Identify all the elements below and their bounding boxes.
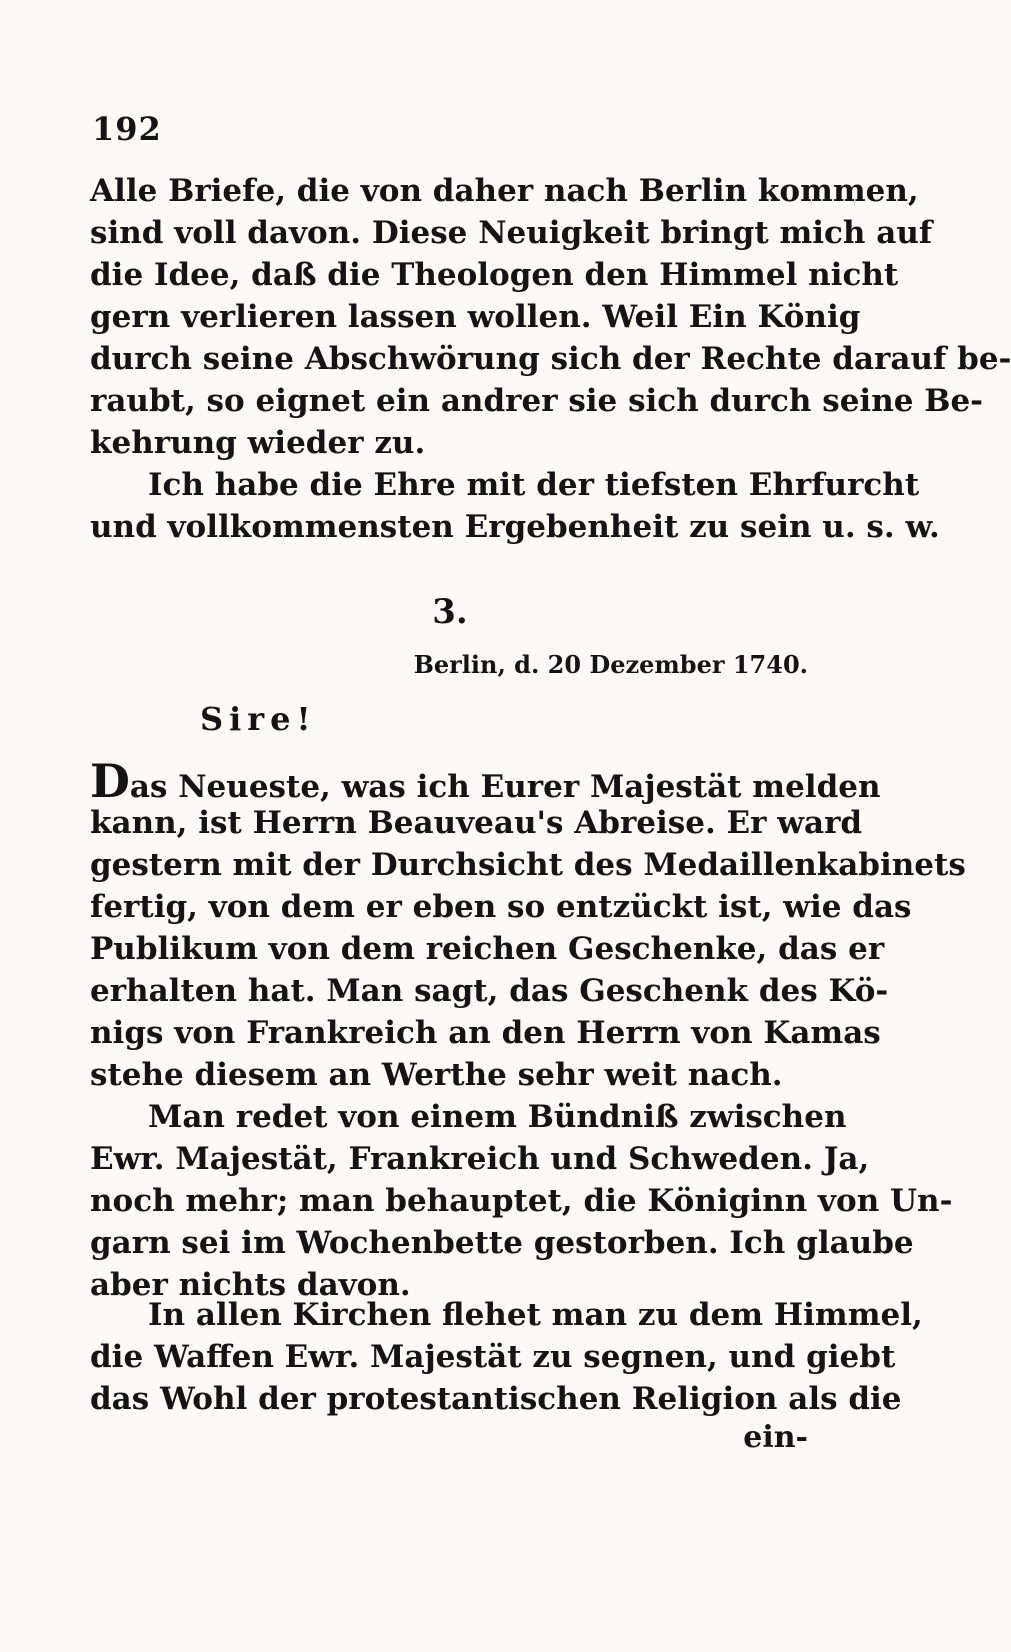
text-line: In allen Kirchen flehet man zu dem Himmel, — [148, 1297, 923, 1333]
text-line: Man redet von einem Bündniß zwischen — [148, 1099, 847, 1135]
catchword: ein- — [743, 1420, 808, 1455]
text-line: Ich habe die Ehre mit der tiefsten Ehrfurcht — [148, 467, 920, 503]
text-line: Alle Briefe, die von daher nach Berlin kommen, — [90, 173, 919, 209]
letter-paragraph-3 — [90, 1294, 923, 1420]
letter-number: 3. — [432, 592, 468, 632]
text-line: das Wohl der protestantischen Religion als die — [90, 1381, 902, 1417]
text-line: und vollkommensten Ergebenheit zu sein u. s. w. — [90, 509, 940, 545]
text-line: noch mehr; man behauptet, die Königinn von Un- — [90, 1183, 953, 1219]
text-line: die Idee, daß die Theologen den Himmel nicht — [90, 257, 899, 293]
text-line: gestern mit der Durchsicht des Medaillenkabinets — [90, 847, 966, 883]
text-line: die Waffen Ewr. Majestät zu segnen, und giebt — [90, 1339, 896, 1375]
text-line: stehe diesem an Werthe sehr weit nach. — [90, 1057, 783, 1093]
letter-paragraph-2 — [90, 1096, 953, 1306]
text-line: raubt, so eignet ein andrer sie sich durch seine Be- — [90, 383, 984, 419]
text-line: nigs von Frankreich an den Herrn von Kamas — [90, 1015, 881, 1051]
text-line: Publikum von dem reichen Geschenke, das er — [90, 931, 885, 967]
text-line: kann, ist Herrn Beauveau's Abreise. Er ward — [90, 805, 863, 841]
paragraph-continued — [90, 170, 1011, 464]
letter-paragraph-1 — [90, 754, 966, 1096]
first-line-text: as Neueste, was ich Eurer Majestät melden — [129, 769, 881, 805]
text-line: erhalten hat. Man sagt, das Geschenk des Kö- — [90, 973, 889, 1009]
text-line: fertig, von dem er eben so entzückt ist, wie das — [90, 889, 912, 925]
text-line: durch seine Abschwörung sich der Rechte darauf be- — [90, 341, 1011, 377]
text-line-first — [90, 754, 881, 808]
closing-paragraph — [90, 464, 940, 548]
letter-salutation: Sire! — [200, 700, 317, 738]
letter-dateline: Berlin, d. 20 Dezember 1740. — [413, 650, 808, 679]
drop-capital: D — [90, 754, 130, 808]
text-line: sind voll davon. Diese Neuigkeit bringt mich auf — [90, 215, 933, 251]
text-line: aber nichts davon. — [90, 1267, 411, 1303]
page-number: 192 — [92, 110, 162, 148]
text-line: garn sei im Wochenbette gestorben. Ich glaube — [90, 1225, 914, 1261]
text-line: Ewr. Majestät, Frankreich und Schweden. Ja, — [90, 1141, 870, 1177]
text-line: kehrung wieder zu. — [90, 425, 426, 461]
text-line: gern verlieren lassen wollen. Weil Ein König — [90, 299, 861, 335]
